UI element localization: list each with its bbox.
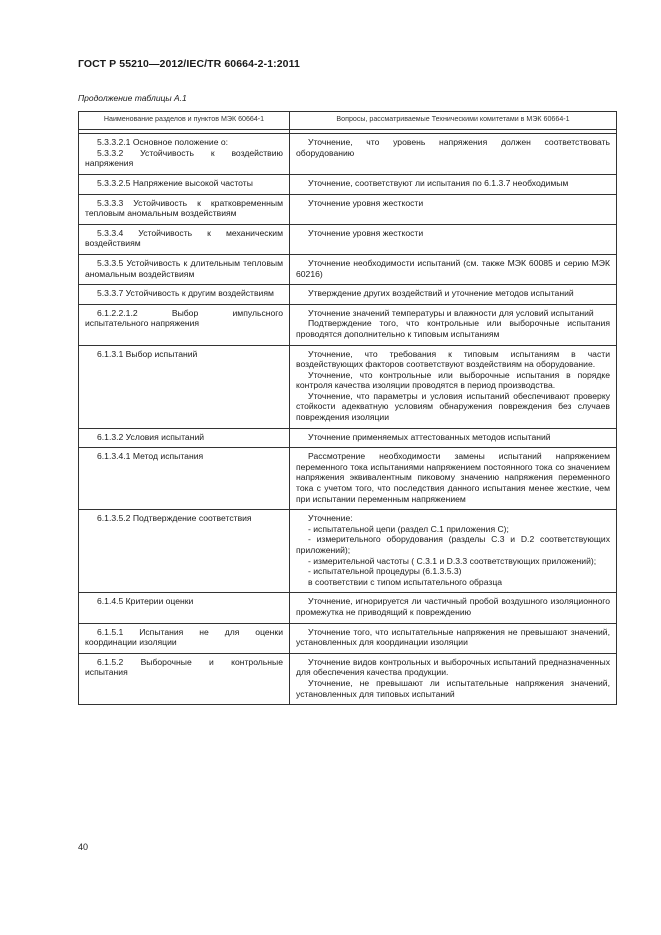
table-row (79, 428, 617, 448)
header-questions: Вопросы, рассматриваемые Техническими комитетами в МЭК 60664-1 (290, 112, 617, 130)
question-text: Уточнение необходимости испытаний (см. также МЭК 60085 и серию МЭК 60216) (296, 257, 610, 279)
question-text: - измерительного оборудования (разделы С.3 и D.2 соответствующих приложений); (296, 534, 610, 556)
table-row (79, 254, 617, 284)
table-row (79, 510, 617, 593)
header-sections: Наименование разделов и пунктов МЭК 60664-1 (79, 112, 290, 130)
question-text: Уточнение, что требования к типовым испытаниям в части воздействующих факторов соответствуют воздействиям на оборудование. (296, 348, 610, 370)
question-text: Уточнение, что контрольные или выборочные испытания в порядке контроля качества изоляции проводятся в период производства. (296, 369, 610, 391)
section-cell (79, 285, 290, 305)
question-text: Уточнение применяемых аттестованных методов испытаний (308, 431, 551, 442)
question-text: Уточнение того, что испытательные напряжения не превышают значений, установленных для координации изоляции (296, 626, 610, 648)
requirements-table (78, 111, 617, 705)
question-text: - измерительной частоты ( С.3.1 и D.3.3 соответствующих приложений); (308, 555, 597, 566)
question-cell (290, 345, 617, 428)
section-cell (79, 653, 290, 704)
section-cell (79, 134, 290, 175)
table-row (79, 174, 617, 194)
section-text: 6.1.2.2.1.2 Выбор импульсного испытательного напряжения (85, 307, 283, 329)
question-text: Подтверждение того, что контрольные или выборочные испытания проводятся дополнительно к типовым испытаниям (296, 318, 610, 339)
question-text: Уточнение, что параметры и условия испытаний обеспечивают проверку стойкости адекватную условиям обнаружения повреждения без случаев повреждения изоляции (296, 390, 610, 423)
question-text: Рассмотрение необходимости замены испытаний напряжением переменного тока испытаниями напряжением постоянного тока со значением напряжения эквивалентным пиковому значению напряжения переменного тока с учетом того, что последствия данного испытания менее жесткие, чем при испытании переменным напряжением (296, 451, 610, 504)
question-cell (290, 593, 617, 623)
table-row (79, 593, 617, 623)
question-text: Утверждение других воздействий и уточнение методов испытаний (308, 288, 574, 299)
table-row (79, 134, 617, 175)
question-cell (290, 285, 617, 305)
question-text: Уточнение, соответствуют ли испытания по 6.1.3.7 необходимым (308, 177, 569, 188)
section-cell (79, 623, 290, 653)
question-text: Уточнение значений температуры и влажности для условий испытаний (308, 307, 594, 318)
section-cell (79, 224, 290, 254)
question-cell (290, 224, 617, 254)
question-text: Уточнение, не превышают ли испытательные напряжения значений, установленных для типовых испытаний (296, 677, 610, 699)
question-cell (290, 448, 617, 510)
section-text: 5.3.3.4 Устойчивость к механическим воздействиям (85, 227, 283, 249)
section-cell (79, 304, 290, 345)
section-text: 5.3.3.2.1 Основное положение о: (97, 137, 229, 148)
question-text: Уточнение, игнорируется ли частичный пробой воздушного изоляционного промежутка не приводящий к повреждению (296, 596, 610, 617)
section-text: 5.3.3.3 Устойчивость к кратковременным тепловым аномальным воздействиям (85, 197, 283, 219)
question-text: в соответствии с типом испытательного образца (308, 576, 503, 587)
question-text: Уточнение уровня жесткости (308, 197, 424, 208)
question-cell (290, 623, 617, 653)
question-cell (290, 428, 617, 448)
question-text: - испытательной цепи (раздел С.1 приложения С); (308, 523, 509, 534)
section-cell (79, 345, 290, 428)
question-cell (290, 653, 617, 704)
section-text: 6.1.3.4.1 Метод испытания (97, 451, 204, 462)
question-text: Уточнение видов контрольных и выборочных испытаний предназначенных для обеспечения качества продукции. (296, 656, 610, 678)
section-text: 6.1.5.1 Испытания не для оценки координации изоляции (85, 626, 283, 648)
table-row (79, 194, 617, 224)
section-text: 5.3.3.7 Устойчивость к другим воздействиям (97, 288, 274, 299)
question-cell (290, 304, 617, 345)
page-number: 40 (78, 842, 89, 852)
section-text: 5.3.3.2.5 Напряжение высокой частоты (97, 177, 253, 188)
table-row (79, 623, 617, 653)
table-row (79, 448, 617, 510)
section-text: 6.1.5.2 Выборочные и контрольные испытания (85, 656, 283, 678)
question-cell (290, 254, 617, 284)
question-cell (290, 194, 617, 224)
question-text: - испытательной процедуры (6.1.3.5.3) (308, 566, 462, 577)
question-cell (290, 510, 617, 593)
section-cell (79, 593, 290, 623)
section-cell (79, 428, 290, 448)
section-text: 6.1.3.1 Выбор испытаний (97, 348, 198, 359)
section-text: 5.3.3.2 Устойчивость к воздействию напряжения (85, 147, 283, 169)
table-row (79, 224, 617, 254)
table-row (79, 345, 617, 428)
section-text: 6.1.4.5 Критерии оценки (97, 596, 194, 607)
table-caption: Продолжение таблицы А.1 (78, 93, 187, 103)
question-text: Уточнение, что уровень напряжения должен соответствовать оборудованию (296, 137, 610, 158)
table-header-row (79, 112, 617, 130)
section-text: 6.1.3.5.2 Подтверждение соответствия (97, 513, 252, 524)
section-cell (79, 174, 290, 194)
section-text: 6.1.3.2 Условия испытаний (97, 431, 205, 442)
question-cell (290, 134, 617, 175)
question-cell (290, 174, 617, 194)
table-row (79, 285, 617, 305)
section-cell (79, 448, 290, 510)
section-text: 5.3.3.5 Устойчивость к длительным тепловым аномальным воздействиям (85, 257, 283, 279)
question-text: Уточнение: (308, 513, 353, 524)
section-cell (79, 194, 290, 224)
document-title: ГОСТ Р 55210—2012/IEC/TR 60664-2-1:2011 (78, 58, 300, 70)
question-text: Уточнение уровня жесткости (308, 227, 424, 238)
table-row (79, 653, 617, 704)
table-row (79, 304, 617, 345)
section-cell (79, 510, 290, 593)
section-cell (79, 254, 290, 284)
